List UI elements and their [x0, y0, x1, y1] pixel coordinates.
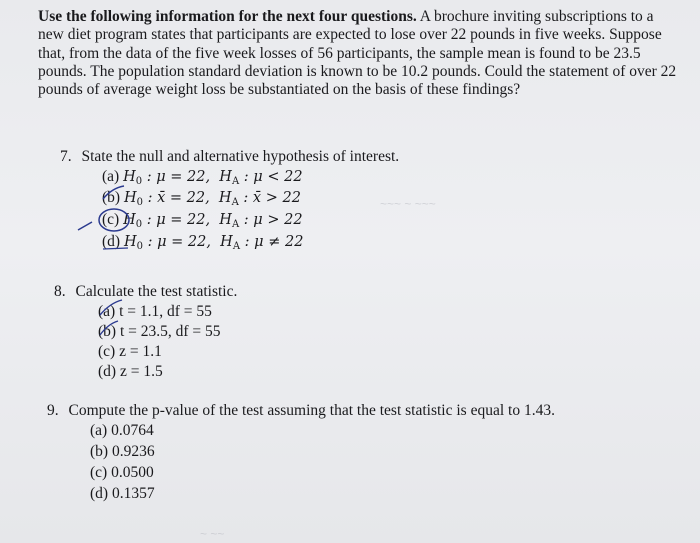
q8-option-a[interactable] — [98, 303, 212, 321]
q7-option-d[interactable]: (d) $H_0$ : μ = 22, $H_A$ : μ ≠ 22 — [102, 233, 304, 252]
q8-option-label: (d) — [98, 363, 117, 380]
q9-option-label: (b) — [90, 443, 109, 460]
q9-option-text: 0.0764 — [111, 422, 154, 439]
q7-option-label: (a) — [102, 168, 120, 185]
question-9-text: Compute the p-value of the test assuming that the test statistic is equal to 1.43. — [68, 402, 555, 419]
q9-option-a[interactable] — [90, 422, 154, 440]
q9-option-label: (a) — [90, 422, 108, 439]
q7-option-h0: x̄ = 22 — [157, 190, 206, 206]
question-9-number: 9. — [47, 402, 59, 419]
q7-option-label: (c) — [102, 211, 120, 228]
intro-paragraph — [38, 8, 678, 99]
q7-option-label: (b) — [102, 189, 121, 206]
q7-option-c[interactable]: (c) $H_0$ : μ = 22, $H_A$ : μ > 22 — [102, 211, 303, 230]
q9-option-c[interactable] — [90, 464, 154, 482]
q9-option-label: (c) — [90, 464, 108, 481]
q7-option-h0: μ = 22 — [156, 212, 206, 228]
question-8-number: 8. — [54, 283, 66, 300]
q7-option-ha: μ < 22 — [253, 169, 303, 185]
q9-option-b[interactable] — [90, 443, 155, 461]
q7-option-h0: μ = 22 — [156, 169, 206, 185]
pen-check-q7c — [78, 222, 92, 230]
show-through-mark: ~~~ ~ ~~~ — [380, 197, 436, 211]
q8-option-label: (c) — [98, 343, 116, 360]
q9-option-text: 0.9236 — [111, 443, 155, 460]
q8-option-c[interactable] — [98, 343, 162, 361]
q8-option-label: (b) — [98, 323, 117, 340]
q9-option-label: (d) — [90, 485, 109, 502]
q7-option-label: (d) — [102, 233, 121, 250]
q7-option-ha: μ ≠ 22 — [254, 234, 304, 250]
q8-option-text: t = 1.1, df = 55 — [119, 303, 212, 320]
q7-option-a[interactable]: (a) $H_0$ : μ = 22, $H_A$ : μ < 22 — [102, 168, 303, 187]
q9-option-text: 0.0500 — [111, 464, 154, 481]
q8-option-d[interactable] — [98, 363, 163, 381]
question-8 — [54, 283, 237, 301]
question-7 — [60, 148, 399, 166]
q8-option-text: z = 1.5 — [119, 363, 163, 380]
q9-option-d[interactable] — [90, 485, 155, 503]
q7-option-ha: μ > 22 — [253, 212, 303, 228]
show-through-mark: ~ ~~ — [200, 527, 225, 541]
q8-option-text: z = 1.1 — [119, 343, 162, 360]
q8-option-b[interactable] — [98, 323, 221, 341]
intro-text: A brochure inviting subscriptions to a new diet program states that participants are expected to lose over 22 pounds in five weeks. Suppose that, from the data of the five week losses of 56 participants, the sample mean is found to be 23.5 pounds. The population standard deviation is known to be 10.2 pounds. Could the statement of over 22 pounds of average weight loss be substantiated on the basis of these findings? — [38, 8, 677, 99]
q7-option-ha: x̄ > 22 — [252, 190, 301, 206]
q8-option-label: (a) — [98, 303, 116, 320]
intro-heading: Use the following information for the next four questions. — [38, 8, 417, 25]
q7-option-h0: μ = 22 — [157, 234, 207, 250]
q9-option-text: 0.1357 — [111, 485, 155, 502]
question-9 — [47, 402, 555, 420]
question-8-text: Calculate the test statistic. — [75, 283, 238, 300]
q7-option-b[interactable]: (b) $H_0$ : x̄ = 22, $H_A$ : x̄ > 22 — [102, 189, 301, 208]
question-7-text: State the null and alternative hypothesis of interest. — [81, 148, 400, 165]
q8-option-text: t = 23.5, df = 55 — [119, 323, 221, 340]
question-7-number: 7. — [60, 148, 72, 165]
